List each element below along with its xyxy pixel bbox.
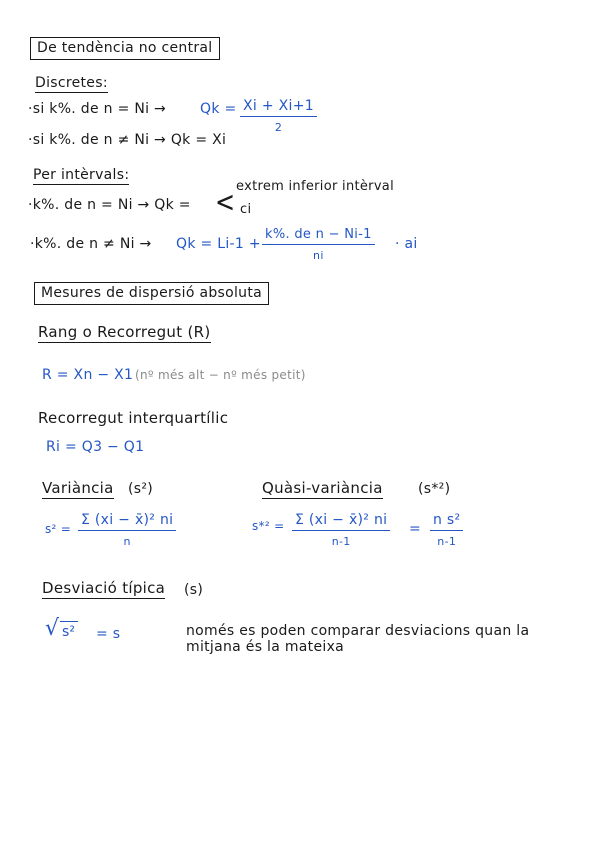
sqrt-icon: √: [45, 616, 60, 641]
variancia-fraction-numerator: Σ (xi − x̄)² ni: [78, 513, 176, 531]
desviacio-note-line1: només es poden comparar desviacions quan la: [186, 623, 530, 639]
intervals-fraction: [262, 228, 375, 261]
variancia-symbol: (s²): [128, 481, 154, 497]
quasi-fraction-denominator: n-1: [331, 535, 351, 548]
section-title-dispersio-absoluta: Mesures de dispersió absoluta: [34, 282, 269, 305]
quasi-fraction-2: [430, 513, 463, 547]
heading-quasi-variancia: Quàsi-variància: [262, 479, 383, 497]
quasi-fraction-2-denominator: n-1: [437, 535, 457, 548]
intervals-line2-suffix: · ai: [395, 236, 418, 252]
quasi-fraction-numerator: Σ (xi − x̄)² ni: [292, 513, 390, 531]
quasi-symbol: (s*²): [418, 481, 451, 497]
intervals-line2-formula: Qk = Li-1 +: [176, 236, 261, 252]
desviacio-symbol: (s): [184, 582, 204, 598]
heading-recorregut-interquartilic: Recorregut interquartílic: [38, 409, 229, 427]
intervals-fraction-numerator: k%. de n − Ni-1: [262, 228, 375, 245]
discretes-line1-condition: ·si k%. de n = Ni →: [28, 101, 167, 117]
heading-variancia: Variància: [42, 479, 114, 497]
variancia-lhs: s² =: [45, 522, 72, 536]
rang-note: (nº més alt − nº més petit): [135, 368, 306, 382]
quasi-fraction-2-numerator: n s²: [430, 513, 463, 531]
quasi-equals: =: [409, 521, 422, 537]
sqrt-radicand: s²: [60, 621, 78, 640]
heading-rang: Rang o Recorregut (R): [38, 323, 211, 341]
discretes-fraction: [240, 99, 317, 133]
section-title-tendencia-no-central: De tendència no central: [30, 37, 220, 60]
rang-formula: R = Xn − X1: [42, 367, 134, 383]
discretes-line2: ·si k%. de n ≠ Ni → Qk = Xi: [28, 132, 227, 148]
brace-icon: <: [215, 185, 236, 219]
desviacio-note-line2: mitjana és la mateixa: [186, 639, 345, 655]
discretes-fraction-denominator: 2: [274, 121, 283, 134]
heading-desviacio-tipica: Desviació típica: [42, 579, 166, 597]
discretes-fraction-numerator: Xi + Xi+1: [240, 99, 317, 117]
heading-discretes: Discretes:: [35, 75, 108, 91]
heading-per-intervals: Per intèrvals:: [33, 167, 130, 183]
variancia-fraction-denominator: n: [123, 535, 131, 548]
quasi-fraction: [292, 513, 390, 547]
desviacio-result: = s: [96, 626, 121, 642]
intervals-line2-condition: ·k%. de n ≠ Ni →: [30, 236, 152, 252]
intervals-line1-condition: ·k%. de n = Ni → Qk =: [28, 197, 191, 213]
intervals-fraction-denominator: ni: [313, 249, 324, 262]
intervals-option-bottom: ci: [240, 202, 252, 217]
variancia-fraction: [78, 513, 176, 547]
intervals-option-top: extrem inferior intèrval: [236, 179, 394, 194]
interquartil-formula: Ri = Q3 − Q1: [46, 439, 145, 455]
quasi-lhs: s*² =: [252, 519, 285, 533]
sqrt-s2: [45, 618, 78, 640]
discretes-line1-qk: Qk =: [200, 101, 237, 117]
